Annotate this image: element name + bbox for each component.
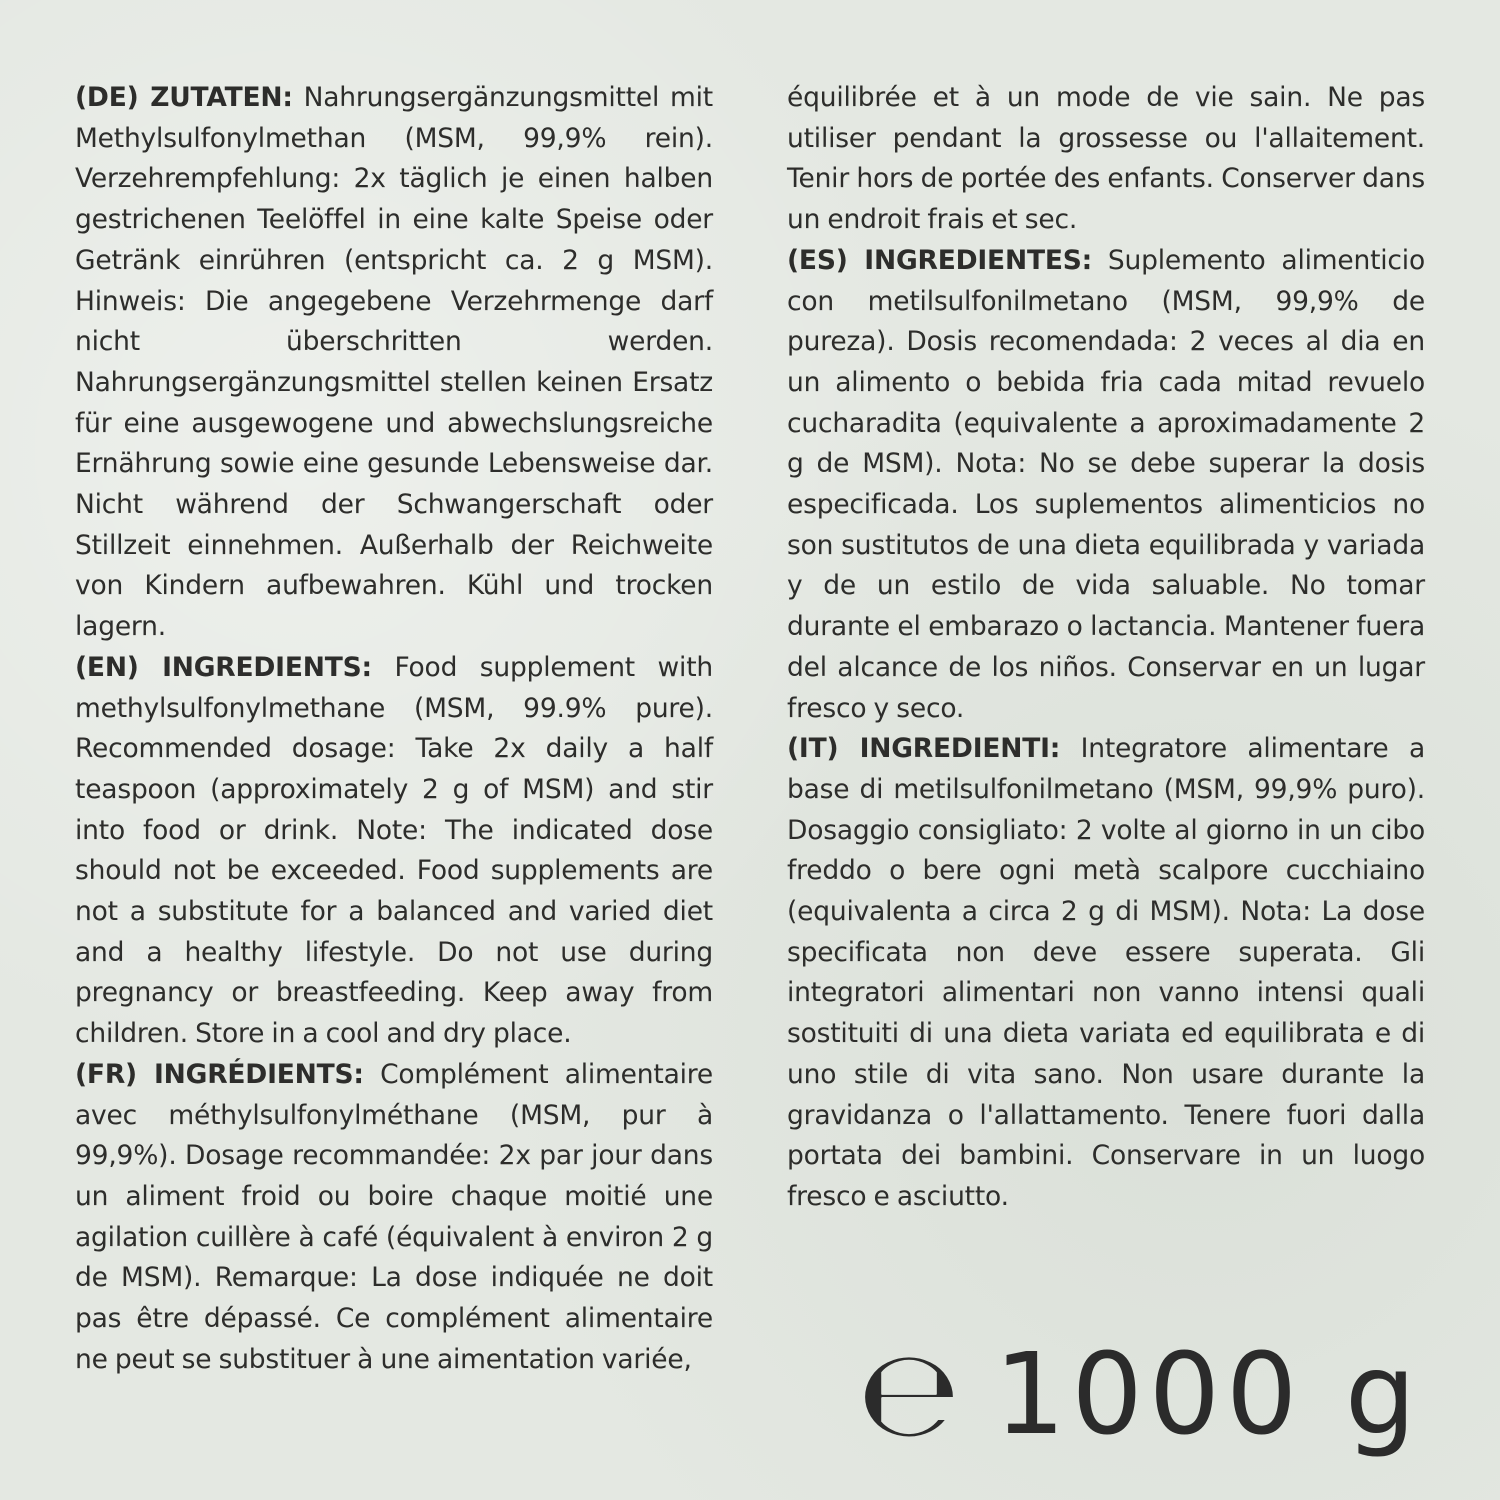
- section-it-label: (IT) INGREDIENTI:: [787, 733, 1061, 765]
- section-en: [75, 648, 713, 1055]
- section-es-label: (ES) INGREDIENTES:: [787, 244, 1092, 276]
- section-it-text: Integratore alimentare a base di metilsulfonilmetano (MSM, 99,9% puro). Dosaggio consigliato: 2 volte al giorno in un cibo freddo o bere ogni metà scalpore cucchiaino (equivalenta a circa 2 g di MSM). Nota: La dose specificata non deve essere superata. Gli integratori alimentari non vanno intensi quali sostituiti di una dieta variata ed equilibrata e di uno stile di vita sano. Non usare durante la gravidanza o l'allattamento. Tenere fuori dalla portata dei bambini. Conservare in un luogo fresco e asciutto.: [787, 733, 1425, 1212]
- section-de-label: (DE) ZUTATEN:: [75, 82, 293, 113]
- section-fr-text-part2: équilibrée et à un mode de vie sain. Ne pas utiliser pendant la grossesse ou l'allaitement. Tenir hors de portée des enfants. Conserver dans un endroit frais et sec.: [787, 82, 1425, 236]
- left-column: [75, 78, 713, 1381]
- section-de-text: Nahrungsergänzungsmittel mit Methylsulfonylmethan (MSM, 99,9% rein). Verzehrempfehlung: 2x täglich je einen halben gestrichenen Teelöffel in eine kalte Speise oder Getränk einrühren (entspricht ca. 2 g MSM). Hinweis: Die angegebene Verzehrmenge darf nicht überschritten werden. Nahrungsergänzungsmittel stellen keinen Ersatz für eine ausgewogene und abwechslungsreiche Ernährung sowie eine gesunde Lebensweise dar. Nicht während der Schwangerschaft oder Stillzeit einnehmen. Außerhalb der Reichweite von Kindern aufbewahren. Kühl und trocken lagern.: [75, 82, 713, 643]
- section-fr-continued: [787, 78, 1425, 241]
- section-it: [787, 729, 1425, 1217]
- right-column: [787, 78, 1425, 1218]
- section-fr-text-part1: Complément alimentaire avec méthylsulfonylméthane (MSM, pur à 99,9%). Dosage recommandée: 2x par jour dans un aliment froid ou boire chaque moitié une agilation cuillère à café (équivalent à environ 2 g de MSM). Remarque: La dose indiquée ne doit pas être dépassé. Ce complément alimentaire ne peut se substituer à une aimentation variée,: [75, 1058, 713, 1375]
- net-weight: [857, 1325, 1422, 1464]
- estimated-sign-icon: ℮: [857, 1325, 961, 1464]
- section-fr: [75, 1055, 713, 1381]
- section-fr-label: (FR) INGRÉDIENTS:: [75, 1058, 364, 1090]
- section-en-label: (EN) INGREDIENTS:: [75, 651, 372, 683]
- net-weight-value: 1000 g: [994, 1330, 1422, 1460]
- section-es-text: Suplemento alimenticio con metilsulfonilmetano (MSM, 99,9% de pureza). Dosis recomendada: 2 veces al dia en un alimento o bebida fria cada mitad revuelo cucharadita (equivalente a aproximadamente 2 g de MSM). Nota: No se debe superar la dosis especificada. Los suplementos alimenticios no son sustitutos de una dieta equilibrada y variada y de un estilo de vida saluable. No tomar durante el embarazo o lactancia. Mantener fuera del alcance de los niños. Conservar en un lugar fresco y seco.: [787, 244, 1425, 724]
- section-de: [75, 78, 713, 648]
- section-es: [787, 241, 1425, 729]
- section-en-text: Food supplement with methylsulfonylmethane (MSM, 99.9% pure). Recommended dosage: Take 2x daily a half teaspoon (approximately 2 g of MSM) and stir into food or drink. Note: The indicated dose should not be exceeded. Food supplements are not a substitute for a balanced and varied diet and a healthy lifestyle. Do not use during pregnancy or breastfeeding. Keep away from children. Store in a cool and dry place.: [75, 651, 713, 1050]
